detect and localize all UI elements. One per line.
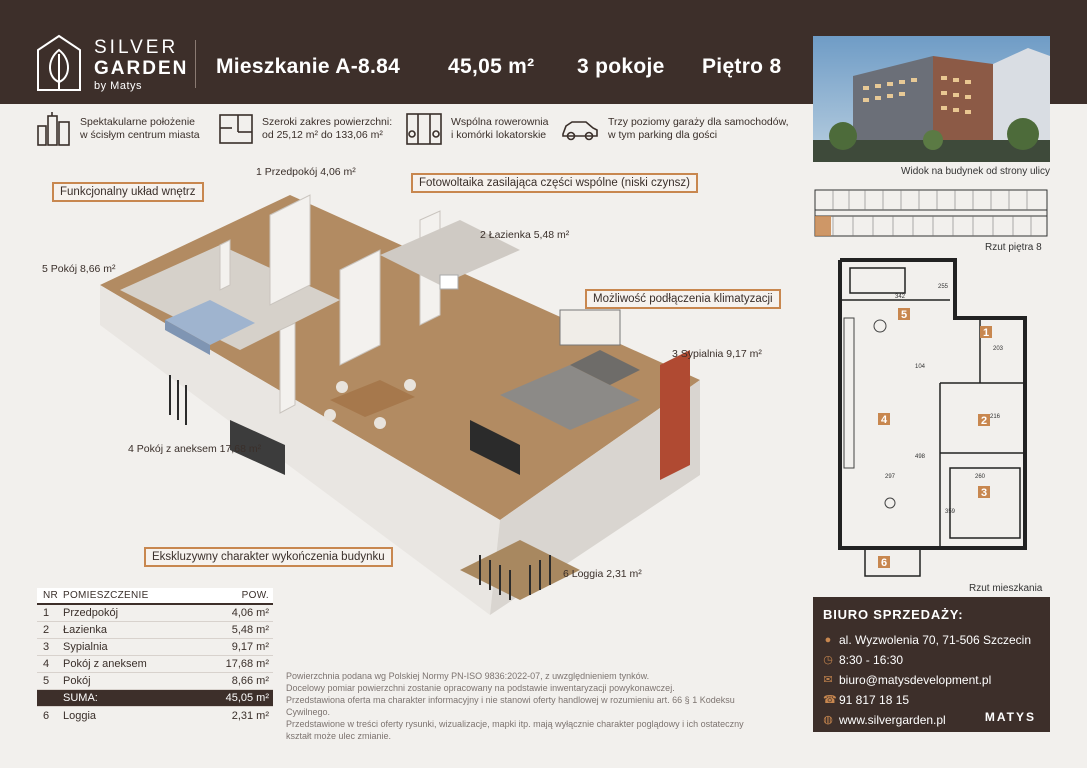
row-area: 5,48 m² xyxy=(231,624,269,636)
office-email[interactable] xyxy=(823,670,1040,690)
header-name: POMIESZCZENIE xyxy=(63,590,149,601)
feature-area-line2: od 25,12 m² do 133,06 m² xyxy=(262,129,383,141)
sales-office xyxy=(813,597,1050,732)
dim-297: 297 xyxy=(885,474,896,480)
plan-num-2: 2 xyxy=(981,415,988,427)
room-label-5: 5 Pokój 8,66 m² xyxy=(42,263,116,275)
feature-parking-line1: Trzy poziomy garaży dla samochodów, xyxy=(608,116,789,128)
plan-num-1: 1 xyxy=(983,327,990,339)
envelope-icon: ✉ xyxy=(823,674,833,686)
feature-location-line2: w ścisłym centrum miasta xyxy=(80,129,200,141)
header-divider xyxy=(195,40,196,88)
feature-location xyxy=(36,112,200,146)
row-name: Pokój xyxy=(63,675,91,687)
office-email-link[interactable]: biuro@matysdevelopment.pl xyxy=(839,673,992,687)
dim-498: 498 xyxy=(915,454,926,460)
row-area: 17,68 m² xyxy=(225,658,269,670)
row-nr: 3 xyxy=(43,641,50,653)
brand xyxy=(94,38,188,92)
row-nr: 6 xyxy=(43,709,50,722)
callout-layout: Funkcjonalny układ wnętrz xyxy=(52,182,204,202)
sum-label: SUMA: xyxy=(63,692,98,704)
row-nr: 5 xyxy=(43,675,50,687)
plan-num-6: 6 xyxy=(881,557,888,569)
row-name: Pokój z aneksem xyxy=(63,658,147,670)
header-area: POW. xyxy=(241,590,269,601)
car-icon xyxy=(560,112,600,146)
table-sum-row xyxy=(37,690,273,707)
row-nr: 1 xyxy=(43,607,50,619)
sum-area: 45,05 m² xyxy=(225,692,269,704)
table-row xyxy=(37,673,273,690)
feature-bike-line2: i komórki lokatorskie xyxy=(451,129,547,141)
clock-icon: ◷ xyxy=(823,654,833,666)
row-name: Przedpokój xyxy=(63,607,119,619)
header-nr: NR xyxy=(43,590,59,601)
brand-line3: by Matys xyxy=(94,80,143,92)
plan-num-3: 3 xyxy=(981,487,988,499)
dim-255: 255 xyxy=(938,284,949,290)
row-area: 4,06 m² xyxy=(231,607,269,619)
apartment-number: Mieszkanie A-8.84 xyxy=(216,55,401,78)
office-hours xyxy=(823,650,1040,670)
note-line: Przedstawione w treści oferty rysunki, wizualizacje, mapki itp. mają wyłącznie charakter poglądowy i ich ostateczny xyxy=(286,719,744,729)
plan-num-5: 5 xyxy=(901,309,908,321)
dim-342: 342 xyxy=(895,294,906,300)
photo-caption: Widok na budynek od strony ulicy xyxy=(901,166,1050,177)
room-label-2: 2 Łazienka 5,48 m² xyxy=(480,229,570,241)
dim-216: 216 xyxy=(990,414,1001,420)
brand-line2: GARDEN xyxy=(94,58,189,79)
row-name: Łazienka xyxy=(63,624,108,636)
rooms-table xyxy=(37,588,273,724)
row-name: Sypialnia xyxy=(63,641,108,653)
note-line: Powierzchnia podana wg Polskiej Normy PN-ISO 9836:2022-07, z uwzględnieniem tynków. xyxy=(286,671,650,681)
room-label-4: 4 Pokój z aneksem 17,68 m² xyxy=(128,443,262,455)
city-icon xyxy=(36,112,72,146)
feature-parking-line2: w tym parking dla gości xyxy=(608,129,718,141)
table-row xyxy=(37,605,273,622)
note-line: Docelowy pomiar powierzchni zostanie opracowany na podstawie inwentaryzacji powykonawczej. xyxy=(286,683,675,693)
feature-area-line1: Szeroki zakres powierzchni: xyxy=(262,116,393,128)
note-line: kształt może ulec zmianie. xyxy=(286,731,392,741)
office-address-text: al. Wyzwolenia 70, 71-506 Szczecin xyxy=(839,633,1031,647)
feature-area-range xyxy=(218,112,392,146)
globe-icon: ◍ xyxy=(823,714,833,726)
office-title: BIURO SPRZEDAŻY: xyxy=(823,607,964,622)
office-phone[interactable] xyxy=(823,690,1040,710)
floor-plan-caption: Rzut piętra 8 xyxy=(985,242,1042,253)
flat-plan-caption: Rzut mieszkania xyxy=(969,583,1043,594)
office-address xyxy=(823,630,1040,650)
callout-photovoltaics: Fotowoltaika zasilająca części wspólne (niski czynsz) xyxy=(411,173,698,193)
location-pin-icon: ● xyxy=(824,634,832,646)
note-line: Przedstawiona oferta ma charakter informacyjny i nie stanowi oferty handlowej w rozumieniu art. 66 § 1 Kodeksu Cywilnego. xyxy=(286,695,735,717)
office-phone-link[interactable]: 91 817 18 15 xyxy=(839,693,910,707)
callout-air-conditioning: Możliwość podłączenia klimatyzacji xyxy=(585,289,781,309)
callout-finish: Ekskluzywny charakter wykończenia budynku xyxy=(144,547,393,567)
row-area: 2,31 m² xyxy=(231,709,269,722)
apartment-area: 45,05 m² xyxy=(448,55,535,78)
feature-bike-line1: Wspólna rowerownia xyxy=(451,116,549,128)
dim-260: 260 xyxy=(975,474,986,480)
table-row xyxy=(37,707,273,724)
matys-logo: MATYS xyxy=(984,710,1036,724)
office-hours-text: 8:30 - 16:30 xyxy=(839,653,904,667)
table-row xyxy=(37,656,273,673)
legal-note xyxy=(286,670,776,742)
dim-203: 203 xyxy=(993,346,1004,352)
building-photo xyxy=(813,36,1050,162)
silver-garden-logo-icon xyxy=(36,34,82,92)
row-nr: 2 xyxy=(43,624,50,636)
room-label-3: 3 Sypialnia 9,17 m² xyxy=(672,348,762,360)
floor-plan-thumbnail xyxy=(813,188,1049,240)
room-label-1: 1 Przedpokój 4,06 m² xyxy=(256,166,356,178)
table-row xyxy=(37,639,273,656)
row-area: 9,17 m² xyxy=(231,641,269,653)
feature-parking xyxy=(560,112,789,146)
table-header xyxy=(37,588,273,605)
floorplan-icon xyxy=(218,112,254,146)
feature-bike-storage xyxy=(405,112,548,146)
row-name: Loggia xyxy=(63,709,97,722)
apartment-rooms: 3 pokoje xyxy=(577,55,665,78)
dim-104: 104 xyxy=(915,364,926,370)
phone-icon: ☎ xyxy=(823,694,837,706)
office-web-link[interactable]: www.silvergarden.pl xyxy=(839,713,946,727)
row-nr: 4 xyxy=(43,658,50,670)
feature-location-line1: Spektakularne położenie xyxy=(80,116,195,128)
brand-line1: SILVER xyxy=(94,37,179,58)
apartment-floor-plan xyxy=(830,258,1030,580)
plan-num-4: 4 xyxy=(881,414,888,426)
table-row xyxy=(37,622,273,639)
apartment-floor: Piętro 8 xyxy=(702,55,782,78)
bike-storage-icon xyxy=(405,112,443,146)
dim-359: 359 xyxy=(945,509,956,515)
room-label-6: 6 Loggia 2,31 m² xyxy=(563,568,642,580)
row-area: 8,66 m² xyxy=(231,675,269,687)
